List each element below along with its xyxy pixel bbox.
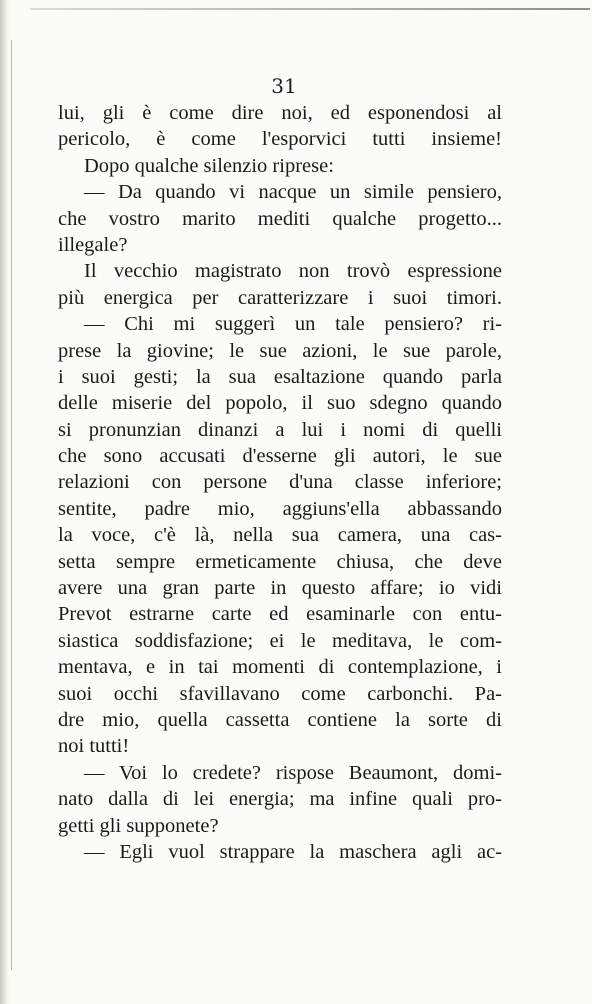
text-line: pericolo, è come l'esporvici tutti insieme! bbox=[58, 128, 502, 151]
text-line: noi tutti! bbox=[58, 735, 130, 758]
text-line: mentava, e in tai momenti di contemplazione, i bbox=[58, 656, 502, 679]
text-line: nato dalla di lei energia; ma infine quali pro- bbox=[58, 788, 502, 811]
text-line: Prevot estrarne carte ed esaminarle con entu- bbox=[58, 603, 502, 626]
text-line: siastica soddisfazione; ei le meditava, le com- bbox=[58, 629, 502, 652]
text-line: più energica per caratterizzare i suoi timori. bbox=[58, 286, 502, 309]
text-line: setta sempre ermeticamente chiusa, che deve bbox=[58, 550, 502, 573]
text-line: getti gli supponete? bbox=[58, 814, 219, 837]
text-line: avere una gran parte in questo affare; io vidi bbox=[58, 577, 502, 600]
text-line: sentite, padre mio, aggiuns'ella abbassando bbox=[58, 497, 502, 520]
page-number: 31 bbox=[271, 74, 297, 98]
text-line: la voce, c'è là, nella sua camera, una cas- bbox=[58, 524, 502, 547]
text-line: suoi occhi sfavillavano come carbonchi. Pa- bbox=[58, 682, 502, 705]
body-text bbox=[58, 100, 502, 865]
text-line: — Da quando vi nacque un simile pensiero, bbox=[84, 181, 502, 204]
top-scan-rule bbox=[30, 8, 590, 10]
text-line: Il vecchio magistrato non trovò espressione bbox=[84, 260, 502, 283]
text-line: dre mio, quella cassetta contiene la sorte di bbox=[58, 708, 502, 731]
text-line: — Egli vuol strappare la maschera agli ac- bbox=[84, 840, 502, 863]
page-binding-line bbox=[11, 40, 12, 970]
page-edge-shadow bbox=[0, 0, 9, 1004]
text-line: che sono accusati d'esserne gli autori, le sue bbox=[58, 445, 502, 468]
text-line: relazioni con persone d'una classe inferiore; bbox=[58, 471, 502, 494]
text-line: — Voi lo credete? rispose Beaumont, domi- bbox=[84, 761, 502, 784]
text-line: illegale? bbox=[58, 233, 128, 256]
text-line: che vostro marito mediti qualche progetto... bbox=[58, 207, 502, 230]
text-line: i suoi gesti; la sua esaltazione quando parla bbox=[58, 365, 502, 388]
text-line: si pronunzian dinanzi a lui i nomi di quelli bbox=[58, 418, 502, 441]
text-line: — Chi mi suggerì un tale pensiero? ri- bbox=[84, 313, 502, 336]
text-line: prese la giovine; le sue azioni, le sue parole, bbox=[58, 339, 502, 362]
text-line: lui, gli è come dire noi, ed esponendosi al bbox=[58, 102, 502, 124]
text-line: delle miserie del popolo, il suo sdegno quando bbox=[58, 392, 502, 415]
text-line: Dopo qualche silenzio riprese: bbox=[84, 154, 334, 177]
